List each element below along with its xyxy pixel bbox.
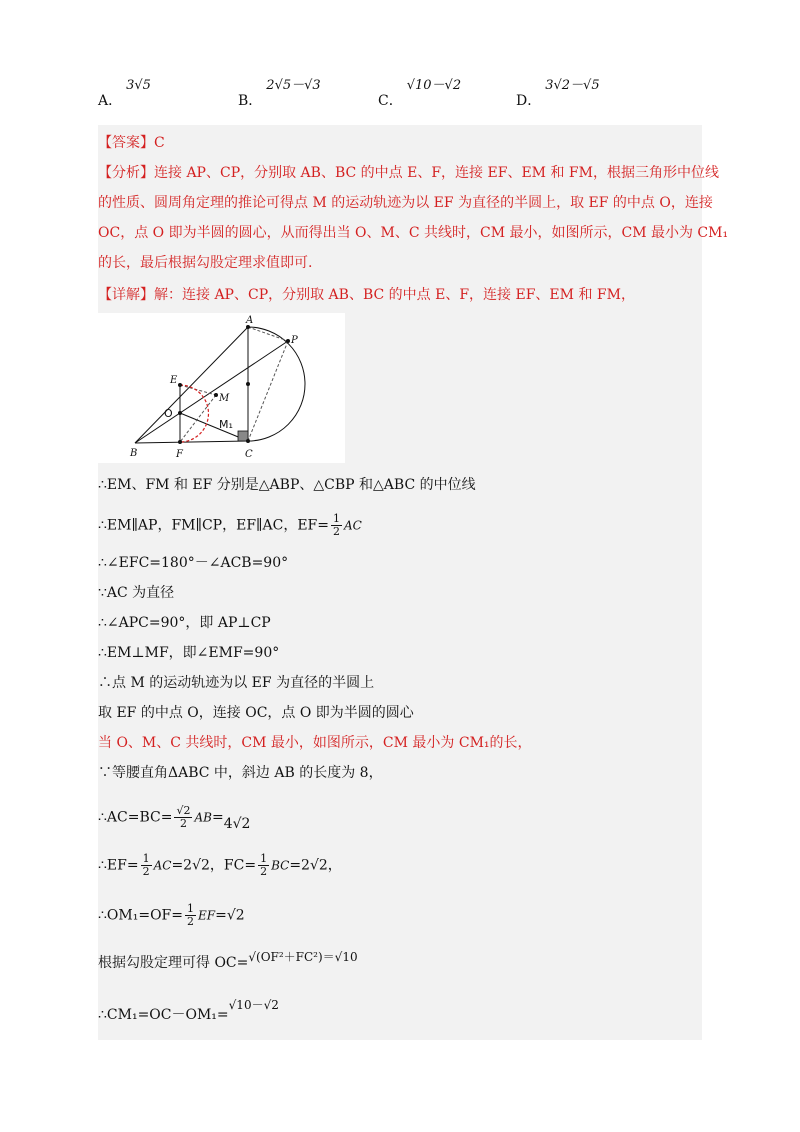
step-2 (98, 513, 362, 538)
label-p: P (291, 335, 298, 346)
point-e (178, 383, 182, 387)
label-e: E (170, 375, 178, 386)
label-m1: M₁ (219, 418, 233, 431)
step-4: ∵AC 为直径 (98, 585, 175, 601)
choice-d-label: D． (516, 93, 542, 109)
analysis-text-1: 连接 AP、CP，分别取 AB、BC 的中点 E、F，连接 EF、EM 和 FM，根据三角形中位线 (154, 165, 719, 181)
fraction-half: $\frac{1}{2}$ (333, 512, 340, 538)
step-3: ∴∠EFC=180°－∠ACB=90° (98, 555, 289, 571)
choice-c-label: C． (378, 93, 403, 109)
step-1: ∴EM、FM 和 EF 分别是△ABP、△CBP 和△ABC 的中位线 (98, 477, 476, 493)
analysis-line-2: 的性质、圆周角定理的推论可得点 M 的运动轨迹为以 EF 为直径的半圆上，取 EF 的中点 O，连接 (98, 195, 713, 211)
choice-c[interactable] (378, 78, 462, 109)
segment-cp (248, 341, 288, 441)
detail-intro: 解：连接 AP、CP，分别取 AB、BC 的中点 E、F，连接 EF、EM 和 FM， (154, 287, 635, 303)
detail-tag: 【详解】 (98, 287, 154, 303)
point-m (214, 393, 218, 397)
segment-ap (248, 327, 288, 341)
label-m: M (219, 393, 230, 404)
step-12: ∴EF= $\frac{1}{2}$ AC=2√2，FC= $\frac{1}{2}$ BC=2√2， (98, 852, 342, 878)
choice-a-value: 3√5 (126, 78, 151, 93)
choice-a[interactable] (98, 78, 151, 109)
segment-fm (180, 395, 216, 442)
semicircle-ef (180, 385, 208, 442)
label-b: B (130, 448, 138, 459)
label-a: A (246, 315, 254, 326)
label-f: F (176, 449, 183, 460)
segment-bc (135, 441, 248, 443)
label-c: C (245, 449, 253, 460)
point-f (178, 440, 182, 444)
choice-c-value: √10－√2 (406, 78, 462, 93)
step-15: ∴CM₁=OC－OM₁=√10－√2 (98, 998, 279, 1023)
step-9: 当 O、M、C 共线时，CM 最小，如图所示，CM 最小为 CM₁的长， (98, 735, 532, 751)
var-ac: AC (344, 518, 362, 533)
step-10: ∵等腰直角ΔABC 中，斜边 AB 的长度为 8， (98, 765, 383, 781)
analysis-line-4: 的长，最后根据勾股定理求值即可. (98, 255, 313, 271)
step-6: ∴EM⊥MF，即∠EMF=90° (98, 645, 280, 661)
choice-b-value: 2√5－√3 (266, 78, 321, 93)
step-13: ∴OM₁=OF= $\frac{1}{2}$ EF=√2 (98, 902, 245, 928)
answer-line (98, 133, 165, 153)
analysis-line-1 (98, 163, 719, 183)
step-8: 取 EF 的中点 O，连接 OC，点 O 即为半圆的圆心 (98, 705, 414, 721)
step-11: ∴AC=BC= $\frac{√2}{2}$ AB=4√2 (98, 804, 251, 832)
step-5: ∴∠APC=90°，即 AP⊥CP (98, 615, 271, 631)
choices-row (98, 80, 698, 110)
geometry-diagram (98, 313, 345, 463)
segment-em (180, 385, 216, 395)
point-o (178, 411, 182, 415)
choice-b-label: B． (238, 93, 263, 109)
choice-d-value: 3√2－√5 (545, 78, 600, 93)
point-c (246, 439, 250, 443)
step-7: ∴点 M 的运动轨迹为以 EF 为直径的半圆上 (98, 675, 375, 691)
solution-box (98, 125, 729, 1040)
step-14: 根据勾股定理可得 OC=√(OF²＋FC²)＝√10 (98, 950, 358, 971)
label-o: O (164, 407, 173, 420)
geometry-figure (98, 313, 345, 463)
step-2-text: ∴EM∥AP，FM∥CP，EF∥AC，EF= (98, 517, 329, 534)
choice-d[interactable] (516, 78, 600, 109)
detail-line (98, 285, 635, 305)
right-angle-mark (238, 431, 248, 441)
analysis-tag: 【分析】 (98, 165, 154, 181)
fraction-root2-over-2: $\frac{√2}{2}$ (176, 804, 191, 830)
choice-b[interactable] (238, 78, 321, 109)
answer-tag: 【答案】 (98, 135, 154, 151)
answer-value: C (154, 135, 165, 151)
choice-a-label: A． (98, 93, 123, 109)
segment-bp (135, 341, 288, 443)
point-p (286, 339, 290, 343)
analysis-line-3: OC，点 O 即为半圆的圆心，从而得出当 O、M、C 共线时，CM 最小，如图所示，CM 最小为 CM₁ (98, 225, 729, 241)
point-ac-mid (246, 382, 250, 386)
